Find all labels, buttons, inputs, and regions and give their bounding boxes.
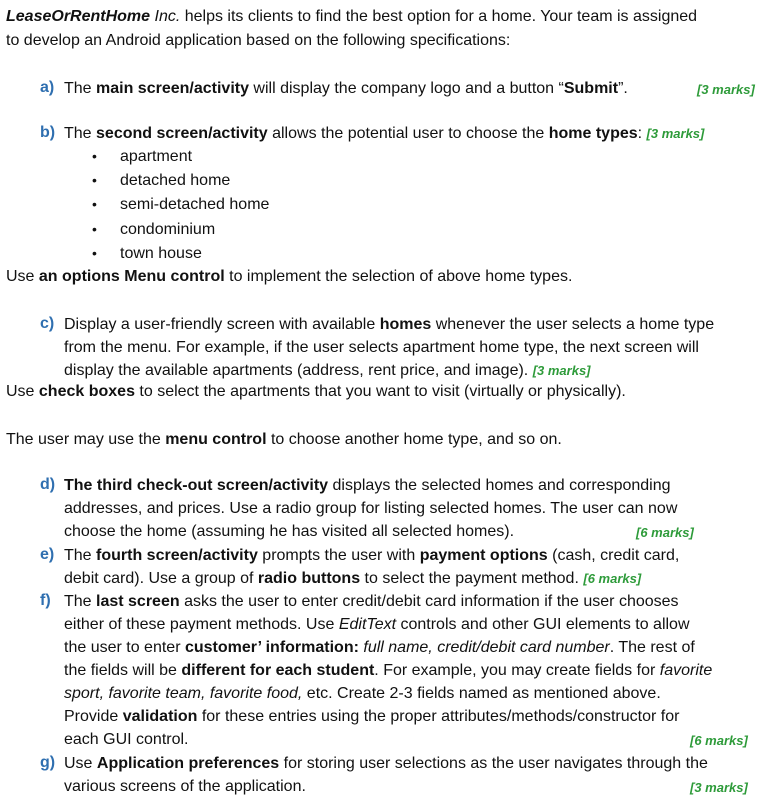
text: asks the user to enter credit/debit card information if the user chooses bbox=[179, 593, 679, 610]
item-d-line-2: addresses, and prices. Use a radio group for listing selected homes. The user can now bbox=[64, 500, 678, 517]
item-f-line-3 bbox=[64, 638, 695, 658]
text: The bbox=[64, 80, 97, 97]
text: The bbox=[64, 125, 97, 142]
item-e-label: e) bbox=[40, 546, 55, 563]
text: . The rest of bbox=[609, 639, 695, 656]
text: whenever the user selects a home type bbox=[431, 316, 715, 333]
company-suffix: Inc. bbox=[150, 8, 181, 25]
bold-text: The third check-out screen/activity bbox=[64, 477, 329, 494]
text: controls and other GUI elements to allow bbox=[396, 616, 690, 633]
text: debit card). Use a group of bbox=[64, 570, 258, 587]
item-e-line-1 bbox=[64, 546, 679, 566]
item-g-marks: [3 marks] bbox=[690, 780, 748, 795]
italic-text: EditText bbox=[338, 616, 397, 633]
item-a-text bbox=[64, 79, 628, 99]
check-note bbox=[6, 382, 626, 402]
text: will display the company logo and a button “ bbox=[248, 80, 564, 97]
item-c-line-2: from the menu. For example, if the user selects apartment home type, the next screen will bbox=[64, 339, 699, 356]
menu-note-2 bbox=[6, 430, 562, 450]
text: display the available apartments (address, rent price, and image). bbox=[64, 362, 529, 379]
item-f-marks: [6 marks] bbox=[690, 733, 748, 748]
italic-text: full name, credit/debit card number bbox=[363, 639, 610, 656]
text: : bbox=[637, 125, 643, 142]
text: The bbox=[64, 547, 97, 564]
bold-text: different for each student bbox=[181, 662, 375, 679]
text: Use bbox=[64, 755, 97, 772]
text: Provide bbox=[64, 708, 123, 725]
intro-line-2: to develop an Android application based on the following specifications: bbox=[6, 32, 511, 49]
text: Use bbox=[6, 268, 39, 285]
text: prompts the user with bbox=[257, 547, 420, 564]
home-type-item: detached home bbox=[120, 172, 231, 189]
text: Display a user-friendly screen with available bbox=[64, 316, 380, 333]
item-f-line-4 bbox=[64, 661, 712, 681]
item-c-line-3 bbox=[64, 361, 591, 381]
bullet-icon: • bbox=[92, 245, 97, 261]
text: etc. Create 2-3 fields named as mentioned above. bbox=[302, 685, 661, 702]
bold-text: Application preferences bbox=[96, 755, 280, 772]
bullet-icon: • bbox=[92, 196, 97, 212]
italic-text: favorite bbox=[659, 662, 713, 679]
bold-text: payment options bbox=[419, 547, 548, 564]
bold-text: home types bbox=[548, 125, 638, 142]
item-d-marks: [6 marks] bbox=[636, 525, 694, 540]
bold-text: fourth screen/activity bbox=[96, 547, 258, 564]
text: Use bbox=[6, 383, 39, 400]
bullet-icon: • bbox=[92, 172, 97, 188]
text: either of these payment methods. Use bbox=[64, 616, 339, 633]
bold-text: menu control bbox=[165, 431, 267, 448]
bold-text: customer’ information: bbox=[184, 639, 359, 656]
menu-note bbox=[6, 267, 572, 287]
item-b-text bbox=[64, 124, 704, 144]
item-e-marks: [6 marks] bbox=[583, 571, 642, 586]
bold-text: second screen/activity bbox=[96, 125, 268, 142]
text: . For example, you may create fields for bbox=[374, 662, 660, 679]
item-g-line-2: various screens of the application. bbox=[64, 778, 306, 795]
text: allows the potential user to choose the bbox=[267, 125, 549, 142]
text: The user may use the bbox=[6, 431, 166, 448]
text: ”. bbox=[618, 80, 628, 97]
item-e-line-2 bbox=[64, 569, 641, 589]
text: to select the payment method. bbox=[360, 570, 579, 587]
bold-text: Submit bbox=[563, 80, 619, 97]
bold-text: validation bbox=[122, 708, 198, 725]
bullet-icon: • bbox=[92, 148, 97, 164]
home-type-item: apartment bbox=[120, 148, 193, 165]
text: to select the apartments that you want to visit (virtually or physically). bbox=[134, 383, 626, 400]
intro-text: helps its clients to find the best option for a home. Your team is assigned bbox=[180, 8, 698, 25]
text: the user to enter bbox=[64, 639, 185, 656]
item-a-marks: [3 marks] bbox=[697, 82, 755, 97]
item-c-label: c) bbox=[40, 315, 55, 332]
item-a-label: a) bbox=[40, 79, 55, 96]
italic-text: sport, favorite team, favorite food, bbox=[64, 685, 303, 702]
text: The bbox=[64, 593, 97, 610]
item-b-label: b) bbox=[40, 124, 56, 141]
bold-text: radio buttons bbox=[257, 570, 361, 587]
item-f-line-7: each GUI control. bbox=[64, 731, 189, 748]
bullet-icon: • bbox=[92, 221, 97, 237]
item-b-marks: [3 marks] bbox=[646, 126, 705, 141]
text: for these entries using the proper attributes/methods/constructor for bbox=[197, 708, 680, 725]
item-f-line-1 bbox=[64, 592, 679, 612]
item-d-line-3: choose the home (assuming he has visited all selected homes). bbox=[64, 523, 515, 540]
item-f-label: f) bbox=[40, 592, 51, 609]
company-name: LeaseOrRentHome bbox=[6, 8, 151, 25]
bold-text: an options Menu control bbox=[38, 268, 225, 285]
text: for storing user selections as the user navigates through the bbox=[279, 755, 708, 772]
bold-text: homes bbox=[379, 316, 432, 333]
bold-text: main screen/activity bbox=[96, 80, 249, 97]
text: to choose another home type, and so on. bbox=[266, 431, 562, 448]
item-c-line-1 bbox=[64, 315, 714, 335]
item-f-line-5 bbox=[64, 684, 661, 704]
item-g-line-1 bbox=[64, 754, 708, 774]
item-d-label: d) bbox=[40, 476, 56, 493]
home-type-item: condominium bbox=[120, 221, 216, 238]
item-d-line-1 bbox=[64, 476, 671, 496]
text: displays the selected homes and corresponding bbox=[328, 477, 671, 494]
item-f-line-6 bbox=[64, 707, 679, 727]
item-c-marks: [3 marks] bbox=[532, 363, 591, 378]
text: (cash, credit card, bbox=[547, 547, 680, 564]
item-f-line-2 bbox=[64, 615, 690, 635]
bold-text: check boxes bbox=[38, 383, 135, 400]
home-type-item: town house bbox=[120, 245, 202, 262]
intro-line-1 bbox=[6, 7, 697, 27]
bold-text: last screen bbox=[96, 593, 180, 610]
item-g-label: g) bbox=[40, 754, 56, 771]
text: the fields will be bbox=[64, 662, 182, 679]
home-type-item: semi-detached home bbox=[120, 196, 270, 213]
text: to implement the selection of above home types. bbox=[224, 268, 573, 285]
